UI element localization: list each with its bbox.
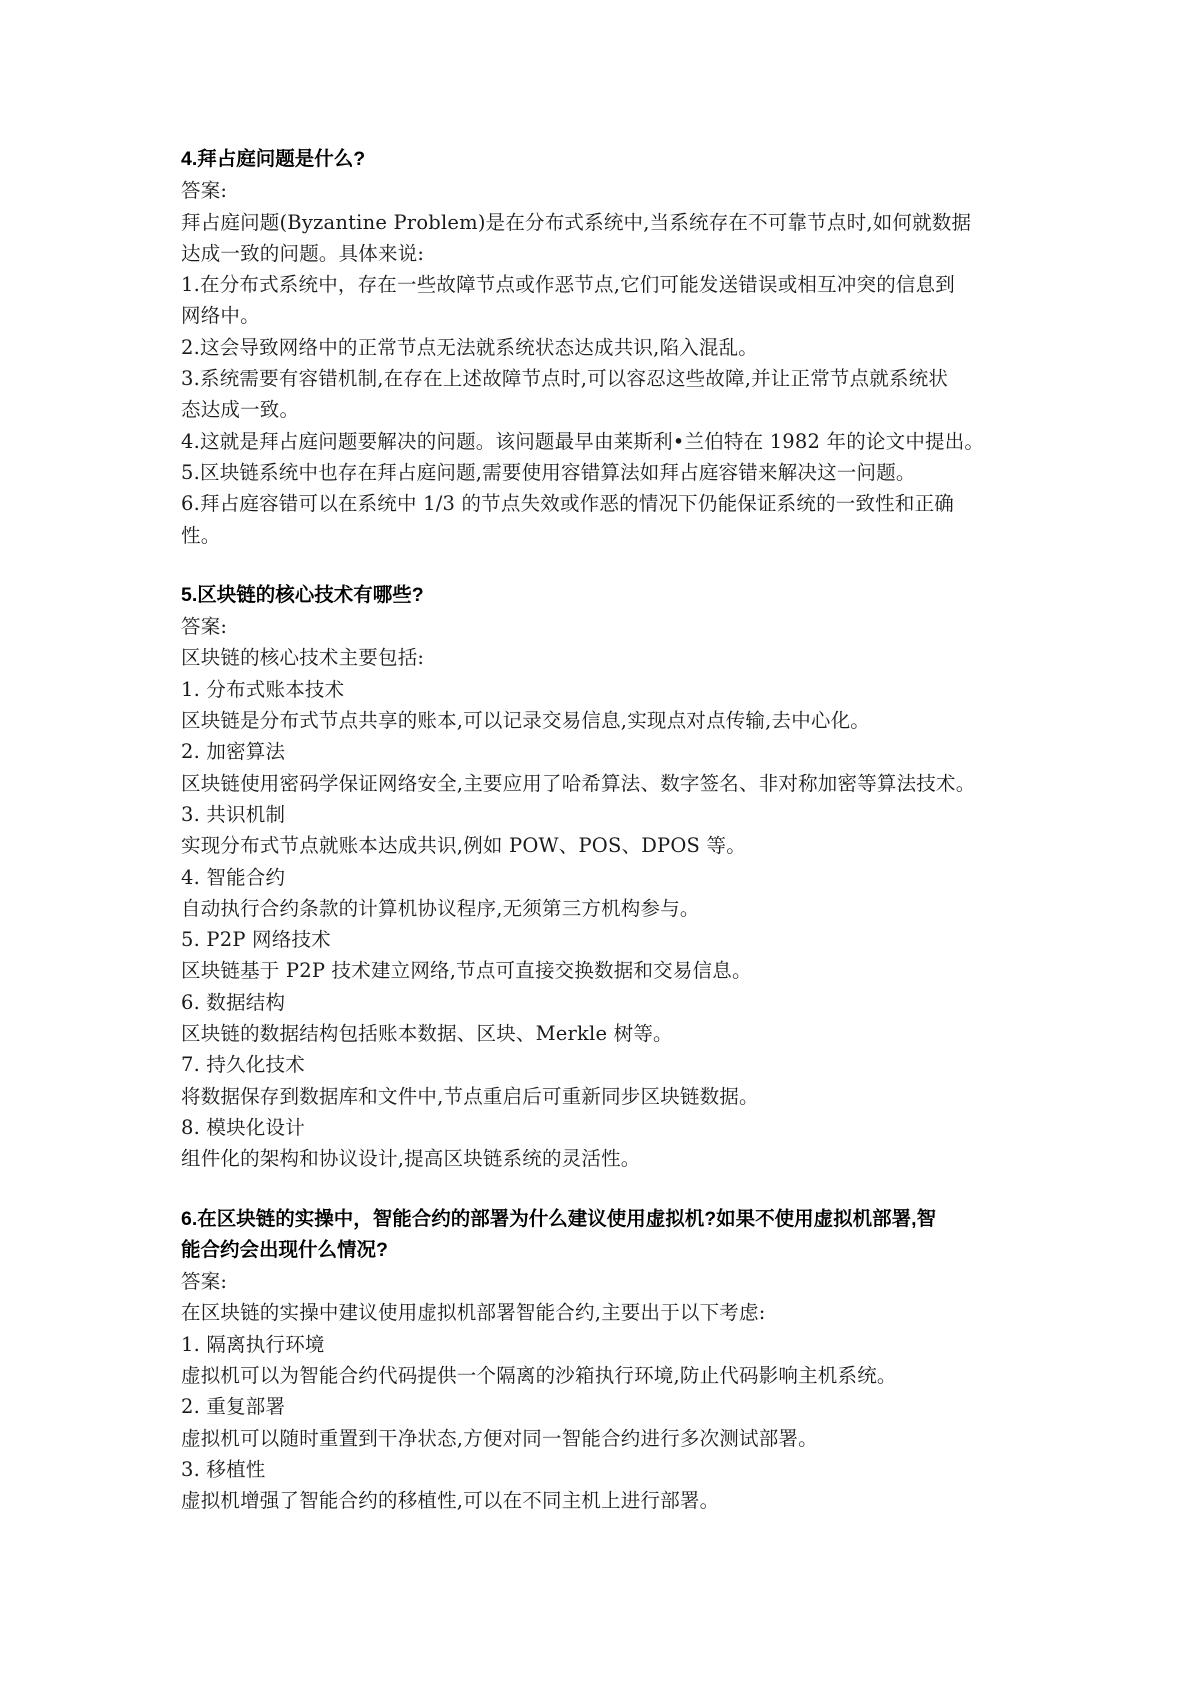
document-page [181, 144, 1021, 1545]
answer-line: 网络中。 [181, 304, 260, 328]
list-heading: 4. 智能合约 [181, 865, 286, 889]
answer-line: 性。 [181, 523, 221, 547]
answer-line: 区块链使用密码学保证网络安全,主要应用了哈希算法、数字签名、非对称加密等算法技术。 [181, 771, 976, 795]
question-title: 5.区块链的核心技术有哪些? [181, 583, 424, 606]
answer-line: 6.拜占庭容错可以在系统中 1/3 的节点失效或作恶的情况下仍能保证系统的一致性和正确 [181, 492, 954, 516]
question-section-4 [181, 144, 1021, 551]
answer-line: 5.区块链系统中也存在拜占庭问题,需要使用容错算法如拜占庭容错来解决这一问题。 [181, 460, 916, 484]
list-heading: 7. 持久化技术 [181, 1053, 305, 1077]
answer-line: 2.这会导致网络中的正常节点无法就系统状态达成共识,陷入混乱。 [181, 335, 759, 359]
answer-line: 自动执行合约条款的计算机协议程序,无须第三方机构参与。 [181, 896, 700, 920]
list-heading: 8. 模块化设计 [181, 1115, 305, 1139]
question-section-5 [181, 580, 1021, 1175]
list-heading: 6. 数据结构 [181, 990, 286, 1014]
question-title: 4.拜占庭问题是什么? [181, 148, 366, 170]
answer-label: 答案: [181, 1270, 228, 1294]
answer-line: 在区块链的实操中建议使用虚拟机部署智能合约,主要出于以下考虑: [181, 1301, 766, 1325]
answer-line: 组件化的架构和协议设计,提高区块链系统的灵活性。 [181, 1147, 641, 1171]
answer-line: 1.在分布式系统中，存在一些故障节点或作恶节点,它们可能发送错误或相互冲突的信息到 [181, 273, 956, 297]
list-heading: 1. 分布式账本技术 [181, 677, 345, 701]
answer-line: 虚拟机可以随时重置到干净状态,方便对同一智能合约进行多次测试部署。 [181, 1426, 818, 1450]
question-title: 6.在区块链的实操中，智能合约的部署为什么建议使用虚拟机?如果不使用虚拟机部署,智 [181, 1207, 937, 1230]
answer-line: 区块链的数据结构包括账本数据、区块、Merkle 树等。 [181, 1022, 673, 1046]
answer-label: 答案: [181, 179, 228, 203]
answer-line: 拜占庭问题(Byzantine Problem)是在分布式系统中,当系统存在不可靠节点时,如何就数据 [181, 210, 972, 234]
list-heading: 5. P2P 网络技术 [181, 928, 331, 952]
answer-line: 实现分布式节点就账本达成共识,例如 POW、POS、DPOS 等。 [181, 834, 746, 858]
answer-line: 达成一致的问题。具体来说: [181, 241, 425, 265]
answer-line: 区块链的核心技术主要包括: [181, 646, 425, 670]
question-section-6 [181, 1204, 1021, 1517]
list-heading: 1. 隔离执行环境 [181, 1332, 325, 1356]
answer-line: 虚拟机增强了智能合约的移植性,可以在不同主机上进行部署。 [181, 1489, 720, 1513]
answer-line: 4.这就是拜占庭问题要解决的问题。该问题最早由莱斯利•兰伯特在 1982 年的论文中提出。 [181, 429, 985, 453]
answer-line: 3.系统需要有容错机制,在存在上述故障节点时,可以容忍这些故障,并让正常节点就系统状 [181, 367, 949, 391]
answer-line: 区块链是分布式节点共享的账本,可以记录交易信息,实现点对点传输,去中心化。 [181, 709, 870, 733]
list-heading: 2. 重复部署 [181, 1395, 286, 1419]
list-heading: 3. 移植性 [181, 1457, 266, 1481]
list-heading: 2. 加密算法 [181, 740, 286, 764]
answer-line: 虚拟机可以为智能合约代码提供一个隔离的沙箱执行环境,防止代码影响主机系统。 [181, 1363, 897, 1387]
answer-line: 区块链基于 P2P 技术建立网络,节点可直接交换数据和交易信息。 [181, 959, 752, 983]
answer-line: 将数据保存到数据库和文件中,节点重启后可重新同步区块链数据。 [181, 1084, 759, 1108]
answer-label: 答案: [181, 615, 228, 639]
answer-line: 态达成一致。 [181, 398, 300, 422]
question-title: 能合约会出现什么情况? [181, 1238, 388, 1261]
list-heading: 3. 共识机制 [181, 802, 286, 826]
